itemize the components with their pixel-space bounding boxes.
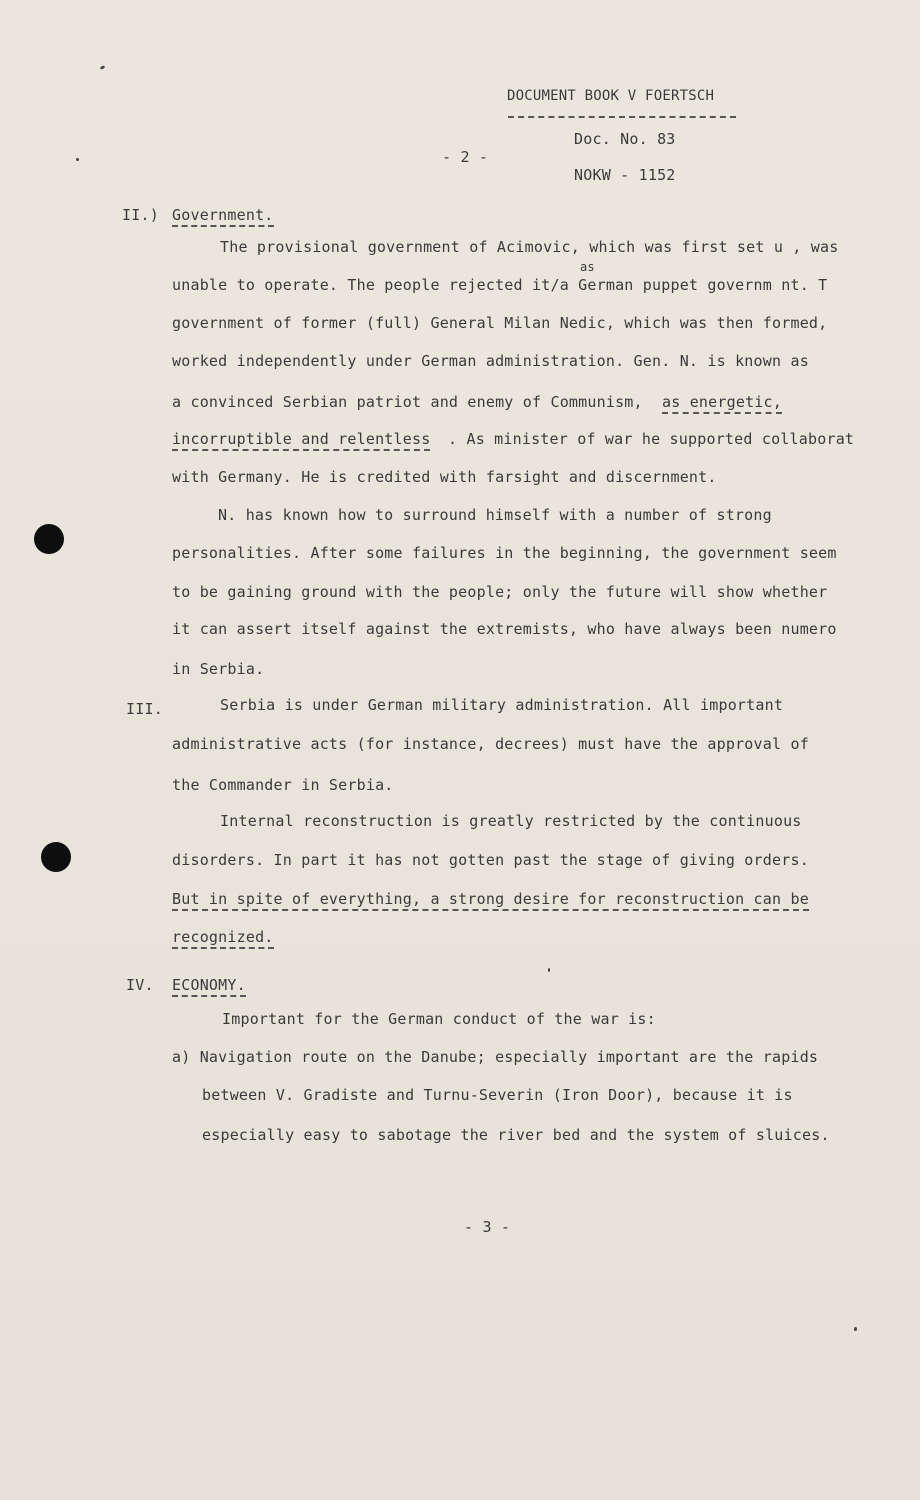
body-line: Important for the German conduct of the war is: — [222, 1010, 656, 1028]
ink-speck — [76, 158, 79, 161]
document-number: Doc. No. 83 — [574, 130, 676, 148]
body-line: unable to operate. The people rejected it/a German puppet governm nt. T — [172, 276, 828, 294]
body-line: between V. Gradiste and Turnu-Severin (Iron Door), because it is — [202, 1086, 793, 1104]
body-line: Serbia is under German military administration. All important — [220, 696, 784, 714]
document-book-title: DOCUMENT BOOK V FOERTSCH — [507, 88, 715, 104]
body-line: personalities. After some failures in the beginning, the government seem — [172, 544, 837, 562]
body-line: disorders. In part it has not gotten past the stage of giving orders. — [172, 851, 809, 869]
section-3-numeral: III. — [126, 700, 163, 718]
underlined-phrase: incorruptible and relentless — [172, 430, 430, 451]
body-line: it can assert itself against the extremists, who have always been numero — [172, 620, 837, 638]
header-rule — [508, 116, 736, 118]
handwritten-insert: as — [580, 260, 595, 274]
body-line: N. has known how to surround himself with a number of strong — [218, 506, 772, 524]
body-line: . As minister of war he supported collaborat — [448, 430, 855, 448]
punch-hole-bottom — [41, 842, 71, 872]
section-4-heading: ECONOMY. — [172, 976, 246, 997]
body-line: worked independently under German administration. Gen. N. is known as — [172, 352, 809, 370]
underlined-sentence: But in spite of everything, a strong desire for reconstruction can be — [172, 890, 809, 911]
underlined-sentence: recognized. — [172, 928, 274, 949]
body-line: the Commander in Serbia. — [172, 776, 394, 794]
ink-speck — [548, 968, 550, 972]
punch-hole-top — [34, 524, 64, 554]
body-line: administrative acts (for instance, decrees) must have the approval of — [172, 735, 809, 753]
body-line: Internal reconstruction is greatly restricted by the continuous — [220, 812, 802, 830]
next-page-marker: - 3 - — [464, 1218, 511, 1236]
body-line: to be gaining ground with the people; only the future will show whether — [172, 583, 828, 601]
body-line: with Germany. He is credited with farsight and discernment. — [172, 468, 717, 486]
section-2-heading: Government. — [172, 206, 274, 227]
body-line: especially easy to sabotage the river bed and the system of sluices. — [202, 1126, 830, 1144]
body-line: The provisional government of Acimovic, which was first set u , was — [220, 238, 839, 256]
section-2-numeral: II.) — [122, 206, 159, 224]
body-line: government of former (full) General Milan Nedic, which was then formed, — [172, 314, 828, 332]
ink-speck — [100, 65, 106, 70]
underlined-phrase: as energetic, — [662, 393, 782, 414]
body-line: a) Navigation route on the Danube; especially important are the rapids — [172, 1048, 819, 1066]
page-marker: - 2 - — [442, 148, 489, 166]
body-line: in Serbia. — [172, 660, 265, 678]
nokw-number: NOKW - 1152 — [574, 166, 676, 184]
section-4-numeral: IV. — [126, 976, 154, 994]
body-line: a convinced Serbian patriot and enemy of Communism, — [172, 393, 643, 411]
ink-speck — [854, 1327, 857, 1331]
